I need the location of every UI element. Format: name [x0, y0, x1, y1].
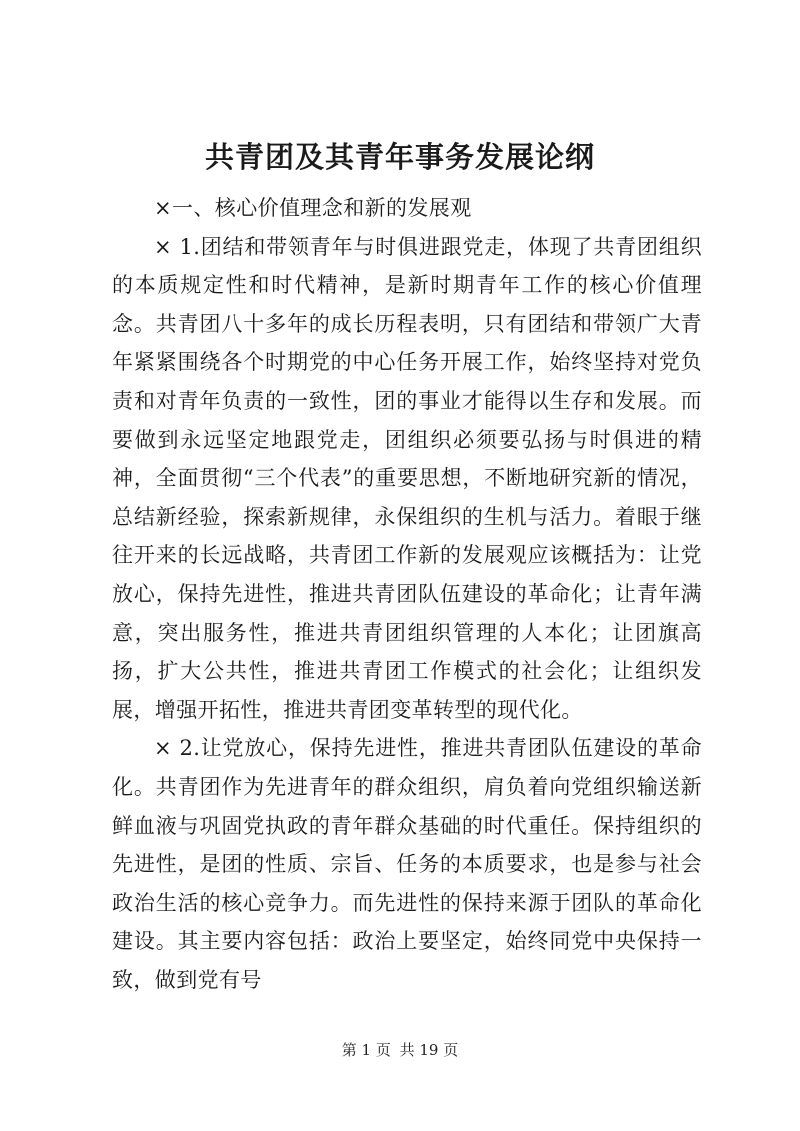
section-heading: ×一、核心价值理念和新的发展观 [154, 196, 472, 220]
page-footer [0, 1040, 800, 1060]
document-body [112, 189, 702, 999]
paragraph-2: × 2.让党放心，保持先进性，推进共青团队伍建设的革命化。共青团作为先进青年的群众组织，肩负着向党组织输送新鲜血液与巩固党执政的青年群众基础的时代重任。保持组织的先进性，是团的性质、宗旨、任务的本质要求，也是参与社会政治生活的核心竞争力。而先进性的保持来源于团队的革命化建设。其主要内容包括：政治上要坚定，始终同党中央保持一致，做到党有号 [112, 736, 702, 992]
page-number: 第 1 页 [341, 1041, 391, 1059]
page-total: 共 19 页 [399, 1041, 459, 1059]
document-title: 共青团及其青年事务发展论纲 [204, 140, 595, 174]
paragraph-1: × 1.团结和带领青年与时俱进跟党走，体现了共青团组织的本质规定性和时代精神，是新时期青年工作的核心价值理念。共青团八十多年的成长历程表明，只有团结和带领广大青年紧紧围绕各个时期党的中心任务开展工作，始终坚持对党负责和对青年负责的一致性，团的事业才能得以生存和发展。而要做到永远坚定地跟党走，团组织必须要弘扬与时俱进的精神，全面贯彻“三个代表”的重要思想，不断地研究新的情况，总结新经验，探索新规律，永保组织的生机与活力。着眼于继往开来的长远战略，共青团工作新的发展观应该概括为：让党放心，保持先进性，推进共青团队伍建设的革命化；让青年满意，突出服务性，推进共青团组织管理的人本化；让团旗高扬，扩大公共性，推进共青团工作模式的社会化；让组织发展，增强开拓性，推进共青团变革转型的现代化。 [112, 234, 702, 722]
